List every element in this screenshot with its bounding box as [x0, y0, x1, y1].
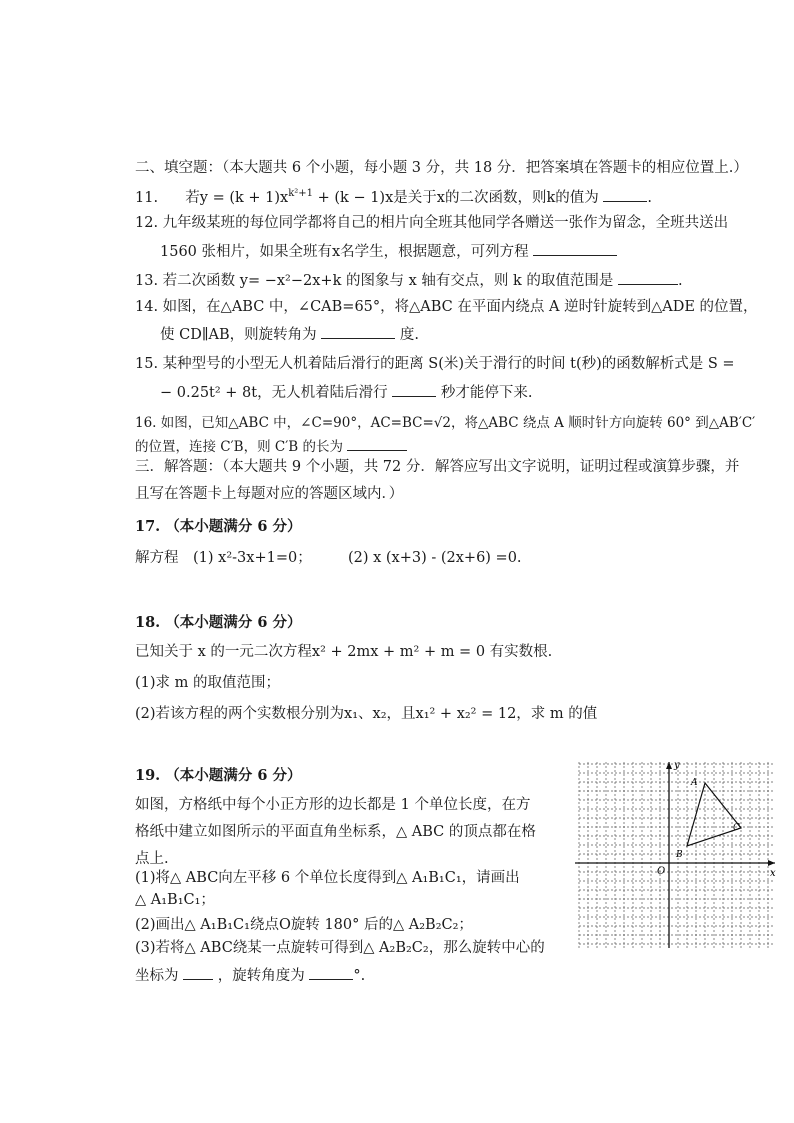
x-axis-arrow — [768, 860, 775, 866]
q19-angle-blank[interactable] — [309, 965, 353, 980]
q11-number: 11. — [135, 189, 159, 206]
y-axis-label: y — [674, 760, 680, 771]
q14-text-post: 度. — [399, 327, 419, 343]
question-19-part1b: △ A₁B₁C₁； — [135, 892, 215, 908]
question-11 — [135, 184, 652, 208]
q11-answer-blank[interactable] — [603, 187, 647, 202]
q11-end: . — [647, 189, 652, 206]
section3-header-line2: 且写在答题卡上每题对应的答题区域内．） — [135, 486, 404, 502]
q14-text-pre: 使 CD∥AB，则旋转角为 — [160, 327, 317, 343]
q12-answer-blank[interactable] — [533, 241, 617, 256]
question-19-part3b — [135, 965, 365, 986]
y-axis-arrow — [666, 762, 672, 769]
question-18-title: 18. （本小题满分 6 分） — [135, 614, 302, 631]
question-19-part3a: (3)若将△ ABC绕某一点旋转可得到△ A₂B₂C₂，那么旋转中心的 — [135, 940, 545, 956]
q19-part3b-pre: 坐标为 — [135, 968, 179, 984]
question-18-part1: (1)求 m 的取值范围； — [135, 675, 281, 691]
question-12-line2 — [160, 241, 617, 262]
question-14-line1: 14. 如图，在△ABC 中，∠CAB=65°，将△ABC 在平面内绕点 A 逆时针旋转到△ADE 的位置， — [135, 299, 758, 315]
question-19-part1a: (1)将△ ABC向左平移 6 个单位长度得到△ A₁B₁C₁，请画出 — [135, 870, 520, 886]
q11-exponent: k²+1 — [288, 188, 314, 199]
origin-label: O — [657, 866, 666, 877]
x-axis-label: x — [770, 868, 776, 879]
q15-text-pre: − 0.25t² + 8t，无人机着陆后滑行 — [160, 385, 388, 401]
question-18-line1: 已知关于 x 的一元二次方程x² + 2mx + m² + m = 0 有实数根. — [135, 644, 553, 660]
section2-header: 二、填空题：（本大题共 6 个小题，每小题 3 分，共 18 分．把答案填在答题卡的相应位置上.） — [135, 160, 748, 176]
q16-answer-blank[interactable] — [347, 436, 407, 451]
q19-part3b-mid: ，旋转角度为 — [217, 968, 305, 984]
q14-answer-blank[interactable] — [321, 324, 395, 339]
question-17-text: 解方程 (1) x²-3x+1=0； (2) x (x+3) - (2x+6) =0. — [135, 550, 522, 566]
q16-text: 的位置，连接 C′B，则 C′B 的长为 — [135, 439, 344, 455]
q13-text: 13. 若二次函数 y= −x²−2x+k 的图象与 x 轴有交点，则 k 的取值范围是 — [135, 273, 614, 289]
question-19-line3: 点上. — [135, 851, 169, 867]
q11-text-pre: 若y = (k + 1)x — [185, 189, 289, 206]
section3-header-line1: 三．解答题：（本大题共 9 个小题，共 72 分．解答应写出文字说明，证明过程或演算步骤，并 — [135, 459, 740, 475]
question-19-line2: 格纸中建立如图所示的平面直角坐标系，△ ABC 的顶点都在格 — [135, 824, 536, 840]
question-16-line1: 16. 如图，已知△ABC 中，∠C=90°，AC=BC=√2，将△ABC 绕点 A 顺时针方向旋转 60° 到△AB′C′ — [135, 415, 756, 431]
q11-text-post: + (k − 1)x是关于x的二次函数，则k的值为 — [313, 189, 599, 206]
q15-answer-blank[interactable] — [392, 382, 436, 397]
vertex-c-label: C — [733, 823, 740, 833]
question-19-title: 19. （本小题满分 6 分） — [135, 767, 302, 784]
q15-text-post: 秒才能停下来. — [440, 385, 533, 401]
question-17-title: 17. （本小题满分 6 分） — [135, 518, 302, 535]
question-19-part2: (2)画出△ A₁B₁C₁绕点O旋转 180° 后的△ A₂B₂C₂； — [135, 917, 473, 933]
question-13 — [135, 270, 683, 291]
coordinate-grid-figure — [575, 758, 780, 953]
question-12-line1: 12. 九年级某班的每位同学都将自己的相片向全班其他同学各赠送一张作为留念，全班共送出 — [135, 215, 729, 231]
vertex-a-label: A — [691, 778, 698, 788]
q13-end: . — [677, 273, 683, 289]
question-15-line2 — [160, 382, 532, 403]
q13-answer-blank[interactable] — [618, 270, 678, 285]
q12-line2-text: 1560 张相片，如果全班有x名学生，根据题意，可列方程 — [160, 244, 529, 260]
vertex-b-label: B — [676, 850, 683, 860]
question-18-part2: (2)若该方程的两个实数根分别为x₁、x₂，且x₁² + x₂² = 12，求 m 的值 — [135, 706, 598, 722]
question-19-line1: 如图，方格纸中每个小正方形的边长都是 1 个单位长度，在方 — [135, 797, 531, 813]
question-14-line2 — [160, 324, 419, 345]
question-16-line2 — [135, 436, 407, 457]
q19-part3b-end: °. — [353, 968, 366, 984]
question-15-line1: 15. 某种型号的小型无人机着陆后滑行的距离 S(米)关于滑行的时间 t(秒)的函数解析式是 S = — [135, 356, 735, 372]
q19-center-blank[interactable] — [183, 965, 213, 980]
